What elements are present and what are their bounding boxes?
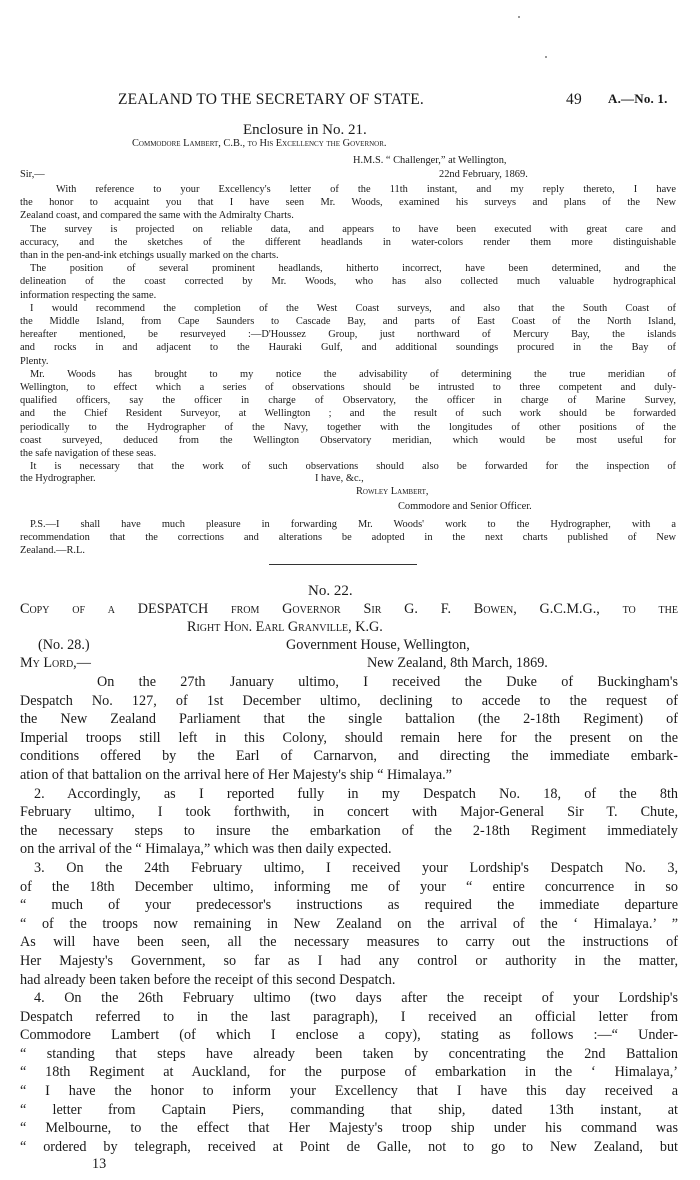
despatch-place-line: Government House, Wellington, [286,637,470,653]
text-line: the honor to acquaint you that I have seen Mr. Woods, examined his surveys and plans of the New [20,197,676,209]
text-line: hereafter mentioned, be resurveyed :—D'Houssez Group, just northward of Mercury Bay, the islands [20,329,676,341]
text-line: 2. Accordingly, as I reported fully in my Despatch No. 18, of the 8th [34,785,678,802]
despatch-reference-number: (No. 28.) [38,637,90,653]
text-line: “ letter from Captain Piers, commanding that ship, dated 13th instant, at [20,1101,678,1118]
enclosure-postscript [20,518,676,558]
text-line: Imperial troops still left in this Colony, should remain here for the present on the [20,729,678,746]
text-line: Zealand.—R.L. [20,545,85,557]
text-line: I would recommend the completion of the West Coast surveys, and also that the South Coast of [30,302,676,314]
text-line: ation of that battalion on the arrival here of Her Majesty's ship “ Himalaya.” [20,766,452,783]
text-line: “ much of your predecessor's instructions as required the immediate departure [20,897,678,914]
text-line: coast surveyed, deduced from the Wellington Observatory meridian, which would be most useful for [20,434,676,446]
text-line: periodically to the Hydrographer of the Navy, together with the longitudes of other positions of the [20,421,676,433]
enclosure-paragraph-1 [20,183,676,473]
enclosure-signature-title: Commodore and Senior Officer. [398,501,532,512]
enclosure-final-line-left: the Hydrographer. [20,473,96,484]
text-line: The survey is projected on reliable data, and appears to have been executed with great care and [30,223,676,235]
despatch-body [20,673,678,1156]
text-line: of the 18th December ultimo, informing me of your “ entire concurrence in so [20,878,678,895]
document-reference: A.—No. 1. [608,91,668,106]
enclosure-ship-line: H.M.S. “ Challenger,” at Wellington, [353,155,507,166]
enclosure-heading: Enclosure in No. 21. [243,122,367,138]
despatch-date-line: New Zealand, 8th March, 1869. [367,655,548,671]
enclosure-from-line: Commodore Lambert, C.B., to His Excellency the Governor. [132,138,387,149]
text-line: and the Chief Resident Surveyor, at Wellington ; and the result of such work should be forwarded [20,408,676,420]
text-line: conditions offered by the Earl of Carnarvon, and directing the immediate embark- [20,748,678,765]
despatch-number: No. 22. [308,583,353,599]
text-line: February ultimo, I took forthwith, in concert with Major-General Sir T. Chute, [20,804,678,821]
text-line: The position of several prominent headlands, hitherto incorrect, have been determined, and the [30,263,676,275]
text-line: “ of the troops now remaining in New Zealand on the arrival of the ‘ Himalaya.’ ” [20,915,678,932]
despatch-title-line-2: Right Hon. Earl Granville, K.G. [187,619,383,635]
text-line: Plenty. [20,355,49,367]
scan-speck [518,16,520,18]
despatch-salutation: My Lord,— [20,655,91,671]
text-line: the safe navigation of these seas. [20,448,157,460]
despatch-title-line-1: Copy of a DESPATCH from Governor Sir G. F. Bowen, G.C.M.G., to the [20,601,678,617]
text-line: accuracy, and the sketches of the different headlands in water-colors render them more distinguishable [20,236,676,248]
signature-mark: 13 [92,1156,107,1172]
enclosure-date-line: 22nd February, 1869. [439,169,528,180]
text-line: It is necessary that the work of such observations should also be forwarded for the inspection of [30,461,676,473]
text-line: than in the pen-and-ink etchings usually marked on the charts. [20,250,279,262]
text-line: had already been taken before the receipt of this second Despatch. [20,971,396,988]
text-line: Despatch No. 127, of 1st December ultimo, declining to accede to the request of [20,692,678,709]
running-header-title: ZEALAND TO THE SECRETARY OF STATE. [118,91,425,108]
scan-speck [545,56,547,58]
page-number: 49 [566,91,582,108]
text-line: the New Zealand Parliament that the single battalion (the 2-18th Regiment) of [20,711,678,728]
text-line: “ Melbourne, to the effect that Her Majesty's troop ship under his command was [20,1120,678,1137]
text-line: As will have been seen, all the necessary measures to carry out the instructions of [20,934,678,951]
text-line: delineation of the coast corrected by Mr. Woods, who has also collected much valuable hydrographical [20,276,676,288]
text-line: “ standing that steps have already been taken by concentrating the 2nd Battalion [20,1045,678,1062]
text-line: P.S.—I shall have much pleasure in forwarding Mr. Woods' work to the Hydrographer, with a [30,519,676,530]
text-line: and rocks in and adjacent to the Hauraki Gulf, and additional soundings procured in the Bay of [20,342,676,354]
text-line: With reference to your Excellency's letter of the 11th instant, and my reply thereto, I have [56,184,676,195]
text-line: Zealand coast, and compared the same with the Admiralty Charts. [20,210,294,222]
text-line: “ I have the honor to inform your Excellency that I have this day received a [20,1083,678,1100]
text-line: 3. On the 24th February ultimo, I received your Lordship's Despatch No. 3, [34,859,678,876]
text-line: Her Majesty's Government, so far as I had any control or authority in the matter, [20,952,678,969]
text-line: Despatch referred to in the last paragraph), I received an official letter from [20,1008,678,1025]
text-line: Wellington, to effect which a series of observations should be intrusted to three competent and duly- [20,382,676,394]
text-line: “ ordered by telegraph, received at Point de Galle, not to go to New Zealand, but [20,1138,678,1155]
section-divider [269,564,417,565]
text-line: Commodore Lambert (of which I enclose a copy), stating as follows :—“ Under- [20,1027,678,1044]
text-line: the necessary steps to insure the embarkation of the 2-18th Regiment immediately [20,822,678,839]
enclosure-salutation: Sir,— [20,169,45,180]
text-line: the Middle Island, from Cape Saunders to Cascade Bay, and parts of East Coast of the North Island, [20,316,676,328]
text-line: qualified officers, say the officer in charge of Observatory, the officer in charge of Marine Survey, [20,395,676,407]
enclosure-signature-name: Rowley Lambert, [356,486,429,497]
enclosure-final-line-right: I have, &c., [315,473,364,484]
text-line: “ 18th Regiment at Auckland, for the purpose of embarkation in the ‘ Himalaya,’ [20,1064,678,1081]
text-line: on the arrival of the “ Himalaya,” which was then daily expected. [20,841,392,858]
text-line: recommendation that the corrections and alterations be adopted in the next charts published of New [20,532,676,544]
text-line: information respecting the same. [20,289,157,301]
text-line: 4. On the 26th February ultimo (two days after the receipt of your Lordship's [34,990,678,1007]
text-line: Mr. Woods has brought to my notice the advisability of determining the true meridian of [30,368,676,380]
text-line: On the 27th January ultimo, I received the Duke of Buckingham's [97,674,678,690]
